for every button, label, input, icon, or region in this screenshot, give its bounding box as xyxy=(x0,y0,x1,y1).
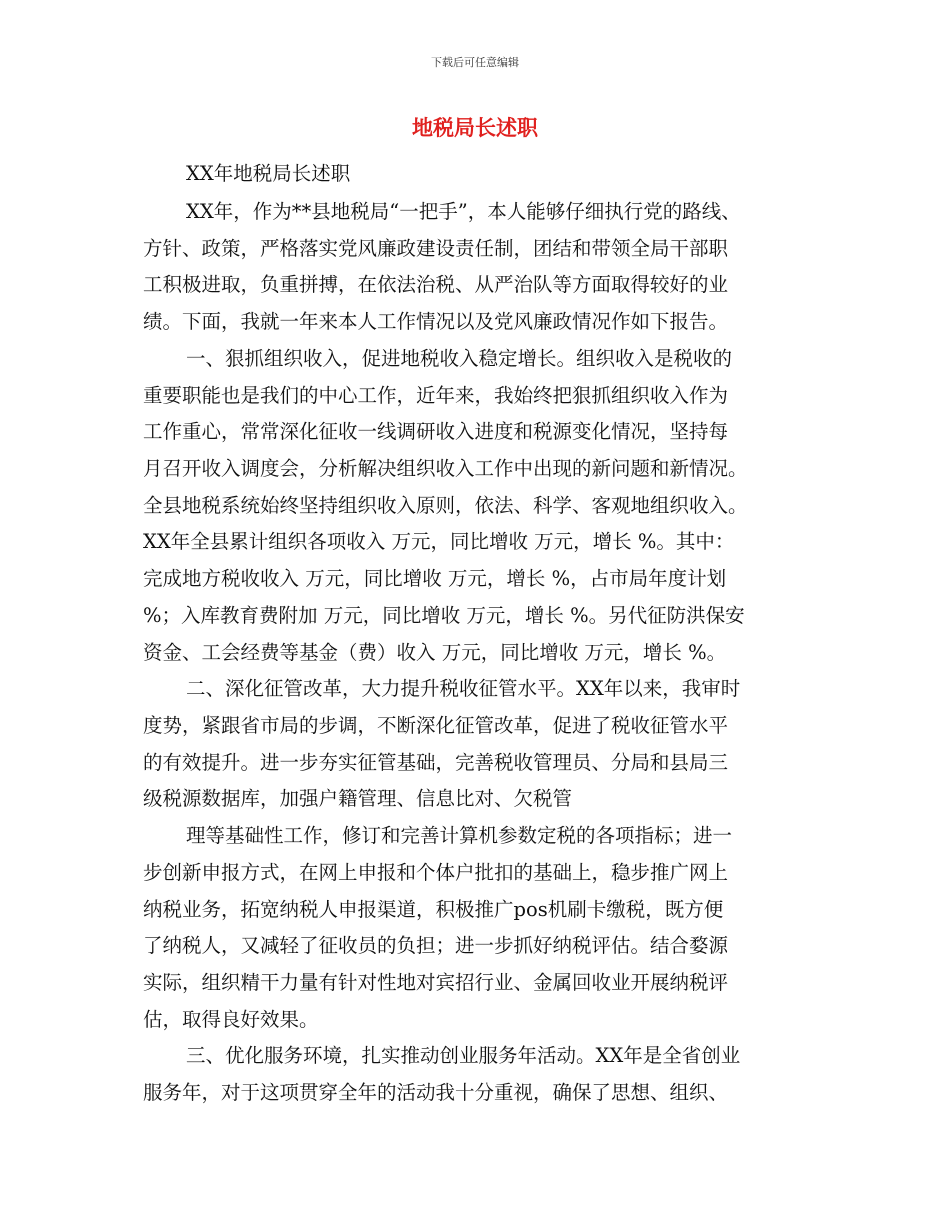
text-line: 绩。下面，我就一年来本人工作情况以及党风廉政情况作如下报告。 xyxy=(143,310,729,333)
text-line: 度势，紧跟省市局的步调，不断深化征管改革，促进了税收征管水平 xyxy=(143,714,729,737)
text-line: 了纳税人，又减轻了征收员的负担；进一步抓好纳税评估。结合婺源 xyxy=(143,934,729,957)
header-note: 下载后可任意编辑 xyxy=(431,56,519,69)
text-line: 的有效提升。进一步夯实征管基础，完善税收管理员、分局和县局三 xyxy=(143,751,729,774)
text-line: XX年全县累计组织各项收入 万元，同比增收 万元，增长 %。其中： xyxy=(143,530,735,553)
text-line: 重要职能也是我们的中心工作，近年来，我始终把狠抓组织收入作为 xyxy=(143,384,729,407)
text-line: 三、优化服务环境，扎实推动创业服务年活动。XX年是全省创业 xyxy=(186,1044,741,1067)
text-line: 级税源数据库，加强户籍管理、信息比对、欠税管 xyxy=(143,787,573,810)
text-line: XX年，作为**县地税局“一把手”，本人能够仔细执行党的路线、 xyxy=(186,200,741,223)
text-line: 工积极进取，负重拼搏，在依法治税、从严治队等方面取得较好的业 xyxy=(143,273,729,296)
text-line: 二、深化征管改革，大力提升税收征管水平。XX年以来，我审时 xyxy=(186,677,741,700)
document-title: 地税局长述职 xyxy=(412,116,538,140)
text-line: 方针、政策，严格落实党风廉政建设责任制，团结和带领全局干部职 xyxy=(143,237,729,260)
text-line: 全县地税系统始终坚持组织收入原则，依法、科学、客观地组织收入。 xyxy=(143,494,748,517)
text-line: 资金、工会经费等基金（费）收入 万元，同比增收 万元，增长 %。 xyxy=(143,641,727,664)
text-line: 一、狠抓组织收入，促进地税收入稳定增长。组织收入是税收的 xyxy=(186,347,733,370)
text-line: 估，取得良好效果。 xyxy=(143,1008,319,1031)
text-line: 月召开收入调度会，分析解决组织收入工作中出现的新问题和新情况。 xyxy=(143,457,748,480)
text-line: 纳税业务，拓宽纳税人申报渠道，积极推广pos机刷卡缴税，既方便 xyxy=(143,898,724,921)
text-line: 实际，组织精干力量有针对性地对宾招行业、金属回收业开展纳税评 xyxy=(143,971,729,994)
text-line: 服务年，对于这项贯穿全年的活动我十分重视，确保了思想、组织、 xyxy=(143,1081,729,1104)
text-line: 理等基础性工作，修订和完善计算机参数定税的各项指标；进一 xyxy=(186,824,733,847)
text-line: %；入库教育费附加 万元，同比增收 万元，增长 %。另代征防洪保安 xyxy=(143,604,745,627)
text-line: 完成地方税收收入 万元，同比增收 万元，增长 %，占市局年度计划 xyxy=(143,567,727,590)
text-line: 步创新申报方式，在网上申报和个体户批扣的基础上，稳步推广网上 xyxy=(143,861,729,884)
text-line: XX年地税局长述职 xyxy=(186,162,351,185)
text-line: 工作重心，常常深化征收一线调研收入进度和税源变化情况，坚持每 xyxy=(143,420,729,443)
